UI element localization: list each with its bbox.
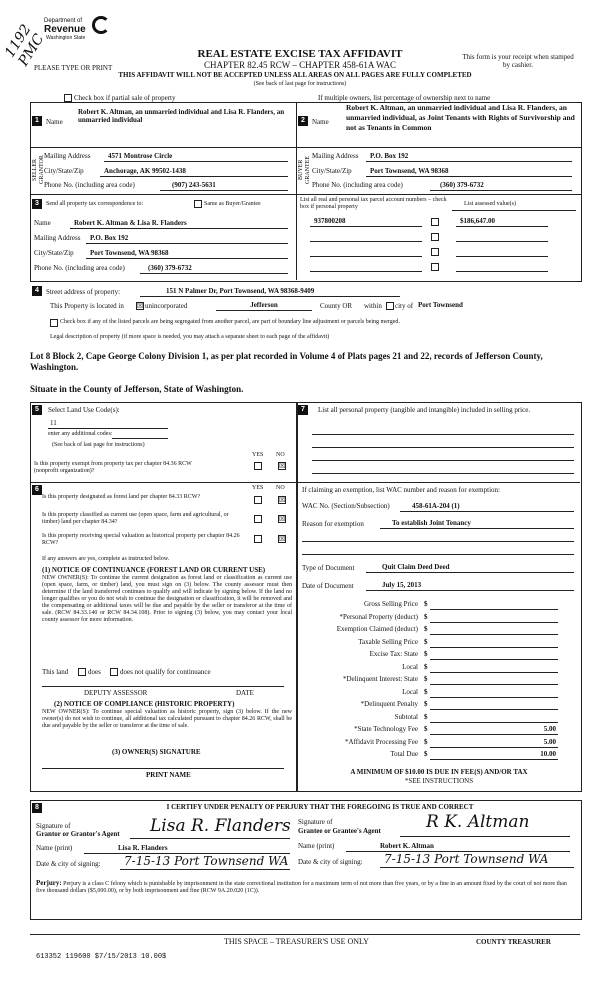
parcel-number-1: 937800208 [314, 217, 346, 225]
please-type: PLEASE TYPE OR PRINT [34, 64, 113, 72]
land-use-code: 11 [50, 419, 57, 427]
perjury-text: Perjury is a class C felony which is punishable by imprisonment in the state correctional institution for a maximum term of not more than five years, or by a fine in an amount fixed by the court of not more than five thousand dollars ($5,000.00), or by both imprisonment and fine (RCW 9A.20.020 (1C)). [36, 881, 567, 894]
current-use-question: Is this property classified as current use (open space, farm and agricultural, or timber) land per chapter 84.34? [42, 512, 229, 525]
tax-row-line [430, 722, 558, 723]
legal-description: Lot 8 Block 2, Cape George Colony Division 1, as per plat recorded in Volume 4 of Plats pages 21 and 22, records of Jefferson County, Washington. [30, 351, 543, 372]
parcel-value-1: $186,647.00 [460, 217, 495, 225]
within-label: within [364, 302, 382, 310]
within-city-checkbox[interactable] [386, 302, 394, 310]
correspondence-label: Send all property tax correspondence to: [46, 201, 144, 207]
section-7-number: 7 [298, 405, 308, 415]
doc-type-label: Type of Document [302, 564, 355, 572]
seller-mailing-label-row: Mailing Address [44, 152, 91, 160]
grantor-sig-label-1: Signature of [36, 822, 71, 830]
tax-row-currency: $ [424, 750, 428, 758]
field-underline [160, 190, 288, 191]
tax-row-label: *Delinquent Interest: State [342, 675, 418, 683]
form-title: REAL ESTATE EXCISE TAX AFFIDAVIT [197, 48, 403, 60]
exempt-no-checkbox[interactable]: ☒ [279, 462, 286, 470]
corr-name-label: Name [34, 219, 51, 227]
grantee-sig-label-1: Signature of [298, 818, 333, 826]
buyer-name: Robert K. Altman, an unmarried individual and Lisa R. Flanders, an unmarried individual, as Joint Tenants with Rights of Survivorship and not as Tenants in Common [346, 103, 575, 132]
additional-codes-label: enter any additional codes: [48, 431, 113, 437]
tax-row-currency: $ [424, 675, 428, 683]
corr-mailing-label: Mailing Address [34, 234, 81, 242]
notice1-body: NEW OWNER(S): To continue the current designation as forest land or classification as current use (open space, farm, or timber) land, you must sign on (3) below. The county assessor must then determine if the land transferred continues to qualify and will indicate by signing below. If the land no longer qualifies or you do not wish to continue the designation or classification, it will be removed and the compensating or additional taxes will be due and payable by the seller or transferor at the time of sale. (RCW 84.33.140 or RCW 84.34.108). Prior to signing (3) below, you may contact your local county assessor for more information. [42, 575, 292, 623]
deputy-assessor-label: DEPUTY ASSESSOR [84, 689, 148, 697]
grantee-name-label: Name (print) [298, 842, 335, 850]
county-name: Jefferson [250, 301, 278, 309]
county-or-label: County OR [320, 302, 353, 310]
tax-row-line [430, 684, 558, 685]
parcel-personal-checkbox-1[interactable] [431, 218, 439, 226]
see-instructions: *SEE INSTRUCTIONS [404, 777, 474, 785]
parcel-personal-checkbox-4[interactable] [431, 263, 439, 271]
tax-row-label: Local [402, 687, 418, 696]
grantor-signature: Lisa R. Flanders [150, 816, 291, 836]
tax-row-label: Exemption Claimed (deduct) [336, 625, 418, 633]
section-8-number: 8 [32, 803, 42, 813]
logo-mark-icon [92, 16, 110, 34]
tax-row-value[interactable]: 5.00 [543, 725, 556, 733]
historic-question: Is this property receiving special valuation as historical property per chapter 84.26 RCW? [42, 533, 240, 546]
tax-row-currency: $ [424, 650, 428, 658]
perjury-label: Perjury: [36, 879, 62, 887]
tax-row-label: *Delinquent Penalty [360, 700, 418, 708]
seller-side-label: SELLER GRANTOR [32, 155, 45, 185]
land-does-not-label: does not qualify for continuance [120, 668, 211, 676]
grantee-name: Robert K. Altman [380, 842, 434, 850]
receipt-note: This form is your receipt when stamped by cashier. [462, 53, 574, 69]
corr-city: Port Townsend, WA 98368 [90, 249, 169, 257]
buyer-phone-label-row: Phone No. (including area code) [312, 181, 403, 189]
tax-row-line [430, 647, 558, 648]
grantee-date-label: Date & city of signing: [298, 858, 363, 866]
buyer-phone-row: (360) 379-6732 [440, 181, 484, 189]
assessed-header: List assessed value(s) [464, 201, 516, 207]
tax-row-currency: $ [424, 700, 428, 708]
tax-row-currency: $ [424, 662, 428, 671]
tax-row-label: *Affidavit Processing Fee [345, 737, 418, 746]
seller-phone-row: (907) 243-5631 [172, 181, 216, 189]
tax-row-currency: $ [424, 712, 428, 721]
exempt-yes-checkbox[interactable] [254, 462, 262, 470]
buyer-side-label: BUYER GRANTEE [298, 156, 311, 184]
land-use-yes-header: YES [252, 452, 264, 458]
tax-row-label: Taxable Selling Price [358, 637, 418, 646]
seller-phone-label-row: Phone No. (including area code) [44, 181, 135, 189]
field-underline [100, 176, 288, 177]
tax-row-line [430, 747, 558, 748]
partial-sale-label: Check box if partial sale of property [74, 94, 176, 102]
tax-row-line [430, 672, 558, 673]
tax-row-line [430, 697, 558, 698]
seller-city-label-row: City/State/Zip [44, 167, 84, 175]
form-see-back: (See back of last page for instructions) [253, 81, 347, 87]
grantor-date-city: 7-15-13 Port Townsend WA [124, 854, 289, 868]
agency-line3: Washington State [46, 35, 86, 41]
print-name-label: PRINT NAME [146, 771, 191, 779]
tax-row-currency: $ [424, 625, 428, 633]
county-treasurer-label: COUNTY TREASURER [476, 938, 551, 946]
tax-row-currency: $ [424, 612, 428, 621]
forest-no-checkbox[interactable]: ☒ [279, 496, 286, 504]
forest-question: Is this property designated as forest land per chapter 84.33 RCW? [42, 494, 201, 500]
field-underline [430, 190, 572, 191]
grantor-sig-label-2: Grantor or Grantor's Agent [36, 830, 120, 838]
situate-text: Situate in the County of Jefferson, State of Washington. [30, 384, 244, 394]
tax-row-currency: $ [424, 600, 428, 608]
treasurer-use-label: THIS SPACE – TREASURER'S USE ONLY [224, 937, 369, 946]
tax-row-line [430, 609, 558, 610]
owner-signature-label: (3) OWNER(S) SIGNATURE [112, 748, 201, 756]
tax-row-label: Gross Selling Price [363, 600, 418, 608]
city-of-label: city of [395, 302, 414, 310]
tax-row-line [430, 622, 558, 623]
current-use-yes-checkbox[interactable] [254, 515, 262, 523]
notice2-body: NEW OWNER(S): To continue special valuation as historic property, sign (3) below. If the new owner(s) do not wish to continue, all additional tax calculated pursuant to chapter 84.26 RCW, shall be due and payable by the seller or transferor at the time of sale. [42, 709, 292, 729]
field-underline [104, 161, 288, 162]
doc-date-label: Date of Document [302, 582, 354, 590]
unincorporated-checkbox[interactable]: ☒ [137, 302, 144, 310]
tax-row-currency: $ [424, 737, 428, 746]
section-3-number: 3 [32, 199, 42, 209]
minimum-fee-note: A MINIMUM OF $10.00 IS DUE IN FEE(S) AND/OR TAX [350, 768, 528, 776]
agency-line2: Revenue [44, 24, 86, 35]
unincorporated-label: unincorporated [145, 302, 188, 310]
agency-line1: Department of [44, 18, 83, 24]
land-does-label: does [88, 668, 101, 676]
buyer-mailing-row: P.O. Box 192 [370, 152, 409, 160]
seller-name-label: Name [46, 118, 63, 126]
grantee-date-city: 7-15-13 Port Townsend WA [384, 852, 549, 866]
tax-row-line [430, 659, 558, 660]
tax-row-currency: $ [424, 687, 428, 696]
section-2-number: 2 [298, 116, 308, 126]
buyer-name-label: Name [312, 118, 329, 126]
tax-row-label: Total Due [390, 750, 418, 758]
segregated-label: Check box if any of the listed parcels are being segregated from another parcel, are part of boundary line adjustment or parcels being merged. [60, 319, 400, 325]
land-does-not-checkbox[interactable] [110, 668, 118, 676]
tax-row-line [430, 734, 558, 735]
partial-sale-checkbox[interactable] [64, 94, 72, 102]
section-1-number: 1 [32, 116, 42, 126]
s6-no-header: NO [276, 485, 285, 491]
tax-row-label: Excise Tax: State [369, 650, 418, 658]
multiple-owners-label: If multiple owners, list percentage of ownership next to name [318, 94, 491, 102]
corr-mailing: P.O. Box 192 [90, 234, 129, 242]
land-use-no-header: NO [276, 452, 285, 458]
forest-yes-checkbox[interactable] [254, 496, 262, 504]
tax-row-line [430, 759, 558, 760]
land-use-see-back: (See back of last page for instructions) [52, 442, 145, 448]
land-does-checkbox[interactable] [78, 668, 86, 676]
buyer-city-row: Port Townsend, WA 98368 [370, 167, 449, 175]
doc-date-value: July 15, 2013 [382, 581, 422, 589]
assessor-date-label: DATE [236, 689, 254, 697]
tax-row-line [430, 709, 558, 710]
street-address: 151 N Palmer Dr, Port Townsend, WA 98368-9409 [166, 287, 315, 295]
same-as-buyer-checkbox[interactable] [194, 200, 202, 208]
seller-mailing-row: 4571 Montrose Circle [108, 152, 173, 160]
grantor-name: Lisa R. Flanders [118, 844, 168, 852]
grantee-signature: R K. Altman [426, 812, 530, 832]
form-chapter: CHAPTER 82.45 RCW – CHAPTER 458-61A WAC [204, 60, 396, 70]
tax-row-currency: $ [424, 637, 428, 646]
if-yes-instruction: If any answers are yes, complete as instructed below. [42, 556, 170, 562]
tax-row-line [430, 634, 558, 635]
grantee-sig-label-2: Grantee or Grantee's Agent [298, 827, 381, 835]
agency-logo [44, 16, 106, 42]
tax-row-label: *Personal Property (deduct) [339, 612, 418, 621]
seller-city-row: Anchorage, AK 99502-1438 [104, 167, 186, 175]
parcels-header: List all real and personal tax parcel account numbers – check box if personal property [300, 197, 447, 210]
notice1-title: (1) NOTICE OF CONTINUANCE (FOREST LAND OR CURRENT USE) [42, 566, 266, 574]
section-6-number: 6 [32, 485, 42, 495]
parcel-personal-checkbox-3[interactable] [431, 248, 439, 256]
s6-yes-header: YES [252, 485, 264, 491]
buyer-city-label-row: City/State/Zip [312, 167, 352, 175]
same-as-buyer-label: Same as Buyer/Grantee [204, 201, 261, 207]
buyer-mailing-label-row: Mailing Address [312, 152, 359, 160]
historic-no-checkbox[interactable]: ☒ [279, 535, 286, 543]
form-warning: THIS AFFIDAVIT WILL NOT BE ACCEPTED UNLESS ALL AREAS ON ALL PAGES ARE FULLY COMPLETED [118, 71, 472, 79]
corr-city-label: City/State/Zip [34, 249, 74, 257]
tax-row-label: Subtotal [394, 712, 418, 721]
grantor-date-label: Date & city of signing: [36, 860, 101, 868]
parcel-personal-checkbox-2[interactable] [431, 233, 439, 241]
field-underline [366, 176, 572, 177]
corr-phone: (360) 379-6732 [148, 264, 192, 272]
tax-row-currency: $ [424, 725, 428, 733]
personal-property-label: List all personal property (tangible and intangible) included in selling price. [318, 406, 531, 414]
seller-name: Robert K. Altman, an unmarried individual and Lisa R. Flanders, an unmarried individual [78, 108, 285, 124]
tax-row-label: *State Technology Fee [354, 725, 418, 733]
property-city: Port Townsend [418, 301, 463, 309]
certify-statement: I CERTIFY UNDER PENALTY OF PERJURY THAT THE FOREGOING IS TRUE AND CORRECT [166, 803, 474, 811]
grantor-name-label: Name (print) [36, 844, 73, 852]
section-4-number: 4 [32, 286, 42, 296]
doc-type-value: Quit Claim Deed Deed [382, 563, 450, 571]
reason-value: To establish Joint Tenancy [392, 519, 471, 527]
historic-yes-checkbox[interactable] [254, 535, 262, 543]
current-use-no-checkbox[interactable]: ☒ [279, 515, 286, 523]
handwritten-note: 1192 PMC [2, 21, 48, 69]
corr-phone-label: Phone No. (including area code) [34, 264, 125, 272]
receipt-stamp: 613352 119600 $7/15/2013 10.00$ [36, 953, 167, 961]
located-label: This Property is located in [50, 302, 124, 310]
wac-number: 458-61A-204 (1) [412, 502, 460, 510]
tax-row-value[interactable]: 5.00 [543, 737, 556, 746]
legal-description-label: Legal description of property (if more space is needed, you may attach a separate sheet to each page of the affidavit) [50, 334, 330, 340]
land-use-label: Select Land Use Code(s): [48, 406, 120, 414]
field-underline [366, 161, 572, 162]
exempt-question: Is this property exempt from property tax per chapter 84.36 RCW (nonprofit organization)? [34, 461, 192, 474]
section-5-number: 5 [32, 405, 42, 415]
notice2-title: (2) NOTICE OF COMPLIANCE (HISTORIC PROPERTY) [54, 700, 235, 708]
tax-row-label: Local [402, 662, 418, 671]
street-label: Street address of property: [46, 288, 121, 296]
reason-label: Reason for exemption [302, 520, 364, 528]
perjury-statement [36, 880, 576, 895]
tax-row-value[interactable]: 10.00 [540, 750, 556, 758]
this-land-label: This land [42, 668, 69, 676]
corr-name: Robert K. Altman & Lisa R. Flanders [74, 219, 187, 227]
segregated-checkbox[interactable] [50, 319, 58, 327]
wac-label: WAC No. (Section/Subsection) [302, 502, 390, 510]
exemption-label: If claiming an exemption, list WAC number and reason for exemption: [302, 486, 500, 494]
